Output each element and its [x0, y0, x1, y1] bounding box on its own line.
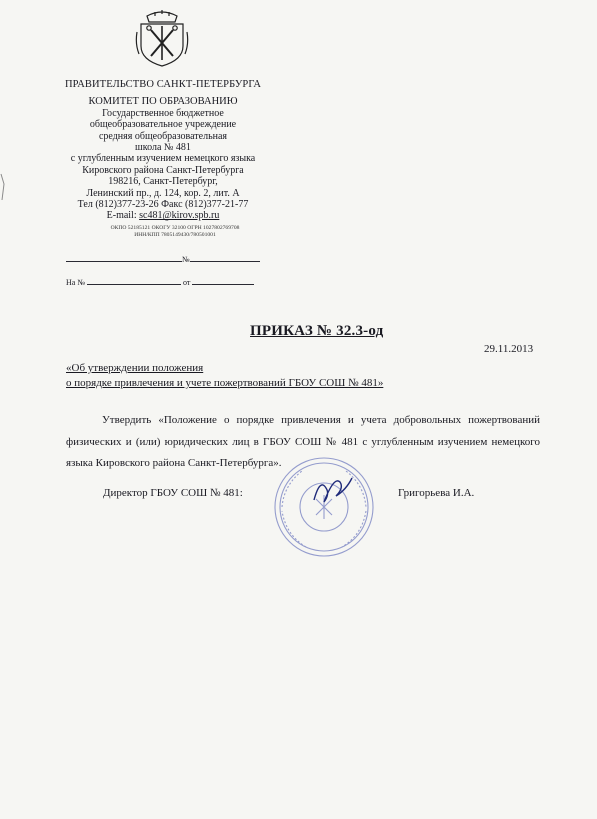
codes-line: ОКПО 52185121 ОКОГУ 32100 ОГРН 1027802769708: [110, 225, 240, 231]
email-label: E-mail:: [106, 210, 137, 222]
subject-line: о порядке привлечения и учете пожертвований ГБОУ СОШ № 481»: [66, 377, 384, 389]
order-paragraph: Утвердить «Положение о порядке привлечения и учета добровольных пожертвований физических и (или) юридических лиц в ГБОУ СОШ № 481 с углубленным изучением немецкого языка Кировского района Санкт-Петербурга».: [66, 414, 540, 469]
institution-line: 198216, Санкт-Петербург,: [108, 176, 218, 188]
director-name: Григорьева И.А.: [398, 487, 475, 499]
number-blank: [190, 253, 260, 262]
government-name: ПРАВИТЕЛЬСТВО САНКТ-ПЕТЕРБУРГА: [64, 79, 262, 90]
outgoing-number-line: [66, 253, 260, 264]
codes-line: ИНН/КПП 7805149430/780501001: [134, 232, 216, 238]
institution-line: общеобразовательное учреждение: [89, 119, 237, 131]
institution-line: Ленинский пр., д. 124, кор. 2, лит. А: [86, 187, 240, 199]
incoming-number-line: [66, 276, 254, 287]
email-line: [58, 210, 268, 221]
institution-line: Государственное бюджетное: [102, 107, 224, 119]
date-blank: [66, 253, 182, 262]
order-subject: [66, 361, 383, 391]
director-position: Директор ГБОУ СОШ № 481:: [103, 487, 243, 499]
institution-line: школа № 481: [135, 142, 191, 154]
registry-codes: [80, 225, 270, 239]
scan-edge-mark: [0, 172, 6, 202]
on-number-label: На №: [66, 278, 85, 287]
institution-line: средняя общеобразовательная: [98, 130, 228, 142]
email-link[interactable]: sc481@kirov.spb.ru: [139, 210, 220, 222]
order-date: 29.11.2013: [484, 343, 534, 355]
number-sign: №: [182, 255, 190, 264]
institution-line: Тел (812)377-23-26 Факс (812)377-21-77: [77, 199, 249, 211]
order-title: ПРИКАЗ № 32.3-од: [250, 323, 384, 339]
ref-date-blank: [192, 276, 254, 285]
from-label: от: [182, 278, 191, 287]
handwritten-signature: [300, 470, 360, 510]
organization-header: [58, 79, 268, 222]
institution-line: с углубленным изучением немецкого языка: [70, 153, 256, 165]
institution-line: Кировского района Санкт-Петербурга: [82, 164, 244, 176]
committee-name: КОМИТЕТ ПО ОБРАЗОВАНИЮ: [88, 96, 238, 108]
ref-number-blank: [87, 276, 181, 285]
subject-line: «Об утверждении положения: [66, 362, 204, 374]
spb-coat-of-arms-emblem: [135, 10, 189, 68]
